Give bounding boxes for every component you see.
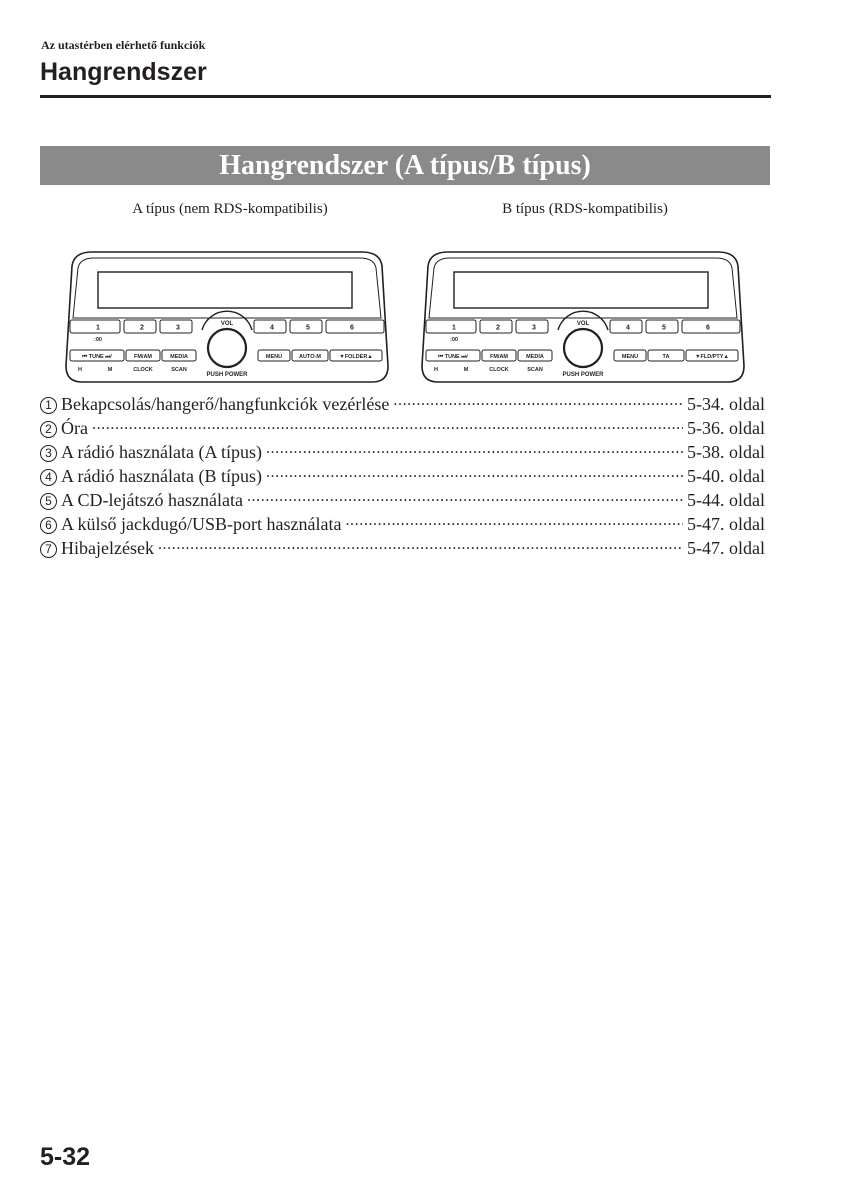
- toc-leader-dots: [393, 392, 683, 410]
- radio-b-preset-3: 3: [532, 324, 536, 332]
- svg-text:VOL: VOL: [220, 321, 234, 327]
- svg-text:MEDIA: MEDIA: [526, 354, 544, 360]
- radio-b-preset-6: 6: [706, 324, 710, 332]
- toc-label: Bekapcsolás/hangerő/hangfunkciók vezérlése: [61, 394, 390, 414]
- radio-a-svg: [62, 248, 392, 386]
- toc-number-badge: 7: [40, 541, 57, 558]
- radio-a-preset-2: 2: [140, 324, 144, 332]
- radio-type-b-illustration: [418, 248, 748, 386]
- toc-leader-dots: [266, 440, 683, 458]
- toc-number-badge: 4: [40, 469, 57, 486]
- toc-label: A CD-lejátszó használata: [61, 490, 243, 510]
- caption-type-a: A típus (nem RDS-kompatibilis): [132, 201, 328, 217]
- svg-text:H: H: [434, 367, 438, 373]
- svg-text:▼FLD/PTY▲: ▼FLD/PTY▲: [695, 354, 729, 360]
- toc-item[interactable]: [40, 392, 765, 416]
- toc-page-ref: 5-36. oldal: [687, 418, 765, 438]
- toc-list: [40, 392, 765, 560]
- radio-b-preset-2: 2: [496, 324, 500, 332]
- svg-text:SCAN: SCAN: [527, 367, 543, 373]
- radio-b-svg: [418, 248, 748, 386]
- toc-page-ref: 5-34. oldal: [687, 394, 765, 414]
- radio-b-preset-1: 1: [452, 324, 456, 332]
- toc-number-badge: 2: [40, 421, 57, 438]
- radio-b-preset-5: 5: [662, 324, 666, 332]
- svg-text:⏮ TUNE ⏭/: ⏮ TUNE ⏭/: [82, 354, 112, 360]
- toc-label: Óra: [61, 418, 88, 438]
- radio-a-preset-6: 6: [350, 324, 354, 332]
- svg-text:CLOCK: CLOCK: [489, 367, 509, 373]
- svg-text:CLOCK: CLOCK: [133, 367, 153, 373]
- svg-text:MEDIA: MEDIA: [170, 354, 188, 360]
- radio-b-preset1-sub: :00: [450, 337, 458, 343]
- toc-item[interactable]: [40, 416, 765, 440]
- radio-a-preset1-sub: :00: [94, 337, 102, 343]
- toc-page-ref: 5-47. oldal: [687, 514, 765, 534]
- svg-text:H: H: [78, 367, 82, 373]
- toc-label: A rádió használata (B típus): [61, 466, 262, 486]
- title-rule: [40, 95, 771, 98]
- page-title: Hangrendszer: [40, 58, 207, 86]
- radio-a-preset-3: 3: [176, 324, 180, 332]
- toc-number-badge: 5: [40, 493, 57, 510]
- svg-text:⏮ TUNE ⏭/: ⏮ TUNE ⏭/: [438, 354, 468, 360]
- toc-page-ref: 5-40. oldal: [687, 466, 765, 486]
- svg-text:MENU: MENU: [621, 354, 639, 360]
- toc-label: Hibajelzések: [61, 538, 154, 558]
- page-number: 5-32: [40, 1143, 91, 1171]
- svg-text:MENU: MENU: [265, 354, 283, 360]
- toc-leader-dots: [92, 416, 683, 434]
- radio-a-push-power: PUSH POWER: [206, 372, 248, 378]
- toc-page-ref: 5-38. oldal: [687, 442, 765, 462]
- toc-label: A rádió használata (A típus): [61, 442, 262, 462]
- radio-a-display: [98, 272, 352, 308]
- toc-number-badge: 3: [40, 445, 57, 462]
- toc-item[interactable]: [40, 536, 765, 560]
- toc-item[interactable]: [40, 488, 765, 512]
- toc-label: A külső jackdugó/USB-port használata: [61, 514, 342, 534]
- toc-page-ref: 5-47. oldal: [687, 538, 765, 558]
- radio-b-push-power: PUSH POWER: [562, 372, 604, 378]
- radio-b-display: [454, 272, 708, 308]
- toc-leader-dots: [345, 512, 683, 530]
- svg-text:▼FOLDER▲: ▼FOLDER▲: [339, 354, 373, 360]
- section-banner: Hangrendszer (A típus/B típus): [40, 146, 770, 185]
- radio-a-preset-4: 4: [270, 324, 274, 332]
- section-label: Az utastérben elérhető funkciók: [41, 38, 206, 52]
- svg-text:FM/AM: FM/AM: [489, 354, 509, 360]
- toc-page-ref: 5-44. oldal: [687, 490, 765, 510]
- toc-number-badge: 6: [40, 517, 57, 534]
- svg-text:AUTO-M: AUTO-M: [299, 354, 321, 360]
- radio-a-preset-1: 1: [96, 324, 100, 332]
- radio-b-preset-4: 4: [626, 324, 630, 332]
- caption-type-b: B típus (RDS-kompatibilis): [502, 201, 668, 217]
- toc-item[interactable]: [40, 440, 765, 464]
- radio-a-preset-5: 5: [306, 324, 310, 332]
- toc-leader-dots: [266, 464, 683, 482]
- svg-text:FM/AM: FM/AM: [133, 354, 153, 360]
- toc-leader-dots: [158, 536, 683, 554]
- toc-item[interactable]: [40, 464, 765, 488]
- toc-leader-dots: [247, 488, 683, 506]
- svg-text:VOL: VOL: [576, 321, 590, 327]
- svg-text:M: M: [107, 367, 113, 373]
- toc-number-badge: 1: [40, 397, 57, 414]
- svg-text:M: M: [463, 367, 469, 373]
- svg-text:TA: TA: [662, 354, 670, 360]
- toc-item[interactable]: [40, 512, 765, 536]
- svg-text:SCAN: SCAN: [171, 367, 187, 373]
- radio-type-a-illustration: [62, 248, 392, 386]
